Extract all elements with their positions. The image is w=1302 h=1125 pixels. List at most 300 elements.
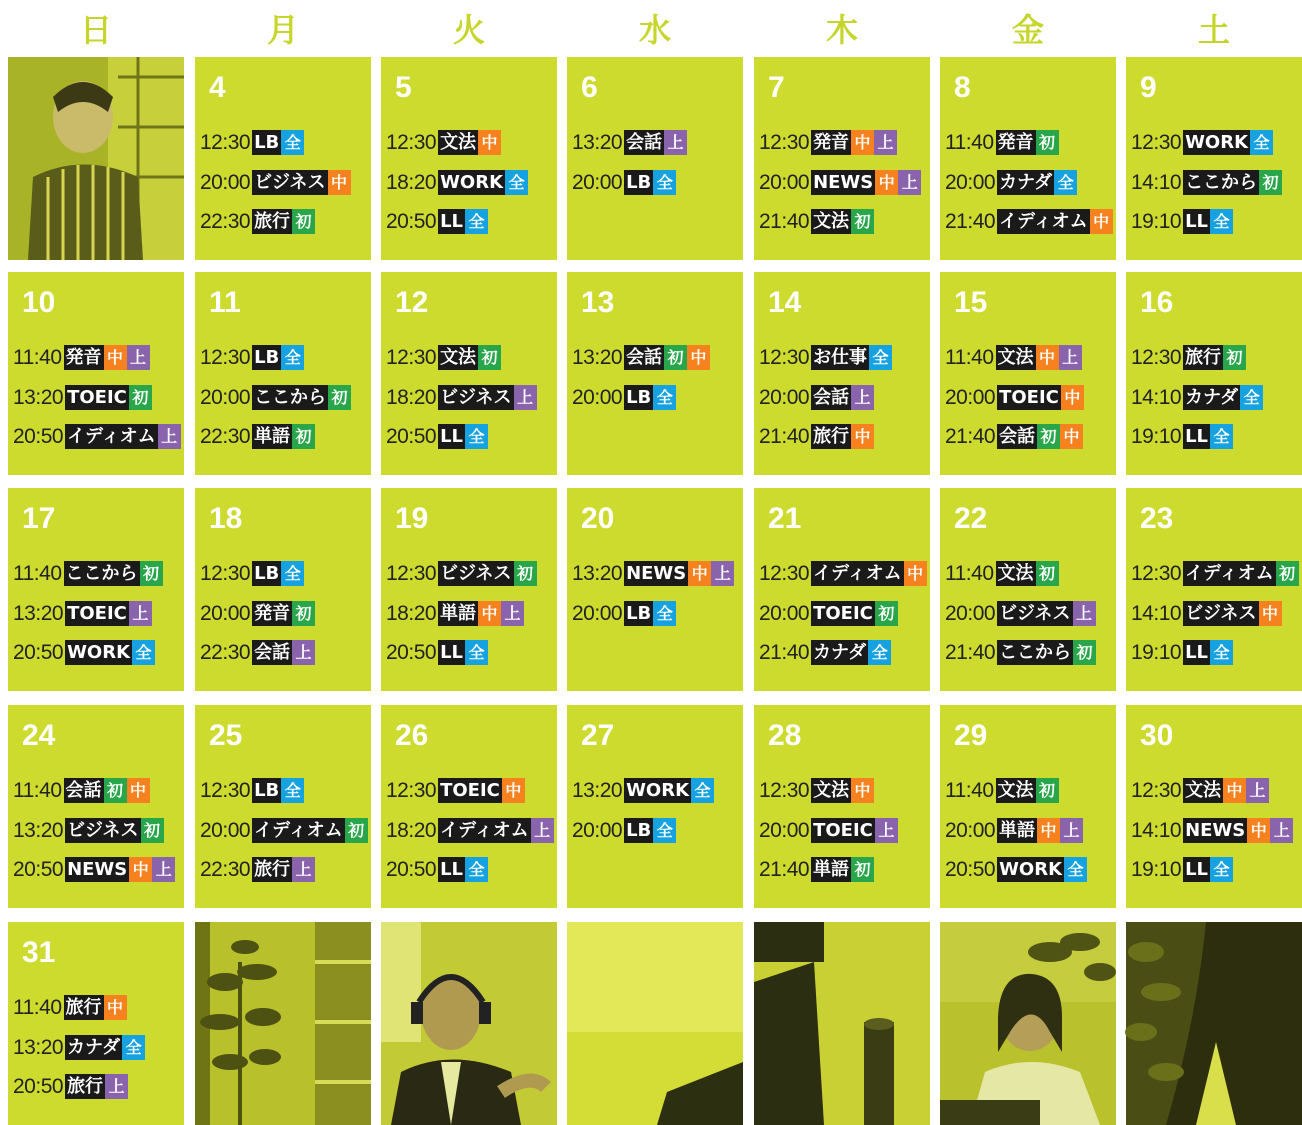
level-badge: 初	[1036, 130, 1059, 155]
lesson-entry[interactable]	[572, 600, 676, 627]
day-number: 29	[954, 719, 988, 752]
lesson-entry[interactable]	[945, 384, 1084, 411]
lesson-entry[interactable]	[572, 169, 676, 196]
calendar-day-cell[interactable]	[1126, 272, 1302, 475]
lesson-time: 20:00	[945, 818, 996, 842]
lesson-entry[interactable]	[759, 817, 898, 844]
lesson-name: ビジネス	[67, 820, 139, 841]
lesson-time: 20:50	[386, 640, 437, 664]
lesson-time: 20:00	[759, 170, 810, 194]
lesson-entry[interactable]	[572, 560, 734, 587]
teacher-woman-photo	[940, 922, 1116, 1125]
lesson-name: LL	[440, 642, 464, 663]
lesson-entry[interactable]	[200, 600, 315, 627]
calendar-day-cell[interactable]	[381, 57, 557, 260]
level-badge: 上	[1270, 818, 1293, 843]
lesson-name: NEWS	[67, 859, 128, 880]
lesson-entry[interactable]	[1131, 344, 1246, 371]
lesson-name: ビジネス	[440, 387, 512, 408]
lesson-name: 単語	[999, 820, 1036, 841]
level-badge: 初	[141, 818, 164, 843]
lesson-entry[interactable]	[759, 208, 874, 235]
weekday-header: 木	[825, 11, 858, 49]
lesson-name: 単語	[254, 426, 291, 447]
level-badge: 初	[851, 857, 874, 882]
calendar-day-cell[interactable]	[195, 57, 371, 260]
lesson-name: 文法	[997, 563, 1034, 584]
lesson-entry[interactable]	[1131, 817, 1293, 844]
lesson-time: 19:10	[1131, 640, 1182, 664]
calendar-day-cell[interactable]	[567, 272, 743, 475]
lesson-entry[interactable]	[945, 856, 1087, 883]
lesson-entry[interactable]	[1131, 384, 1263, 411]
lesson-entry[interactable]	[572, 777, 714, 804]
lesson-time: 20:00	[759, 818, 810, 842]
level-badge: 中	[104, 995, 127, 1020]
lesson-name: 会話	[65, 780, 102, 801]
lesson-entry[interactable]	[200, 344, 304, 371]
lesson-entry[interactable]	[200, 169, 351, 196]
lesson-name: 文法	[997, 780, 1034, 801]
lesson-name: LL	[1185, 859, 1209, 880]
lesson-entry[interactable]	[759, 344, 892, 371]
lesson-entry[interactable]	[945, 777, 1059, 804]
lesson-name: 会話	[813, 387, 850, 408]
lesson-entry[interactable]	[13, 423, 181, 450]
calendar-day-cell[interactable]	[754, 488, 930, 691]
day-number: 26	[395, 719, 429, 752]
lesson-entry[interactable]	[386, 208, 488, 235]
level-badge: 上	[875, 818, 898, 843]
lesson-entry[interactable]	[13, 1034, 145, 1061]
calendar-day-cell[interactable]	[1126, 57, 1302, 260]
level-badge: 中	[851, 424, 874, 449]
lesson-entry[interactable]	[759, 600, 898, 627]
lesson-name: LL	[440, 426, 464, 447]
level-badge: 上	[874, 130, 897, 155]
lesson-entry[interactable]	[759, 777, 874, 804]
lesson-name: TOEIC	[67, 603, 127, 624]
lesson-time: 13:20	[13, 1035, 64, 1059]
lesson-name: 発音	[65, 347, 102, 368]
lesson-name: 単語	[440, 603, 477, 624]
calendar-day-cell[interactable]	[8, 272, 184, 475]
lesson-time: 11:40	[13, 561, 62, 585]
day-number: 19	[395, 502, 429, 535]
lesson-time: 20:00	[200, 385, 251, 409]
lesson-name: ビジネス	[254, 172, 326, 193]
lesson-name: お仕事	[813, 347, 868, 368]
lesson-time: 11:40	[13, 778, 62, 802]
lesson-entry[interactable]	[13, 600, 152, 627]
day-number: 14	[768, 286, 802, 319]
level-badge: 中	[129, 857, 152, 882]
lesson-time: 22:30	[200, 209, 251, 233]
calendar-day-cell[interactable]	[567, 57, 743, 260]
lesson-entry[interactable]	[759, 129, 897, 156]
lesson-time: 20:50	[13, 640, 64, 664]
lesson-entry[interactable]	[759, 639, 891, 666]
day-number: 13	[581, 286, 615, 319]
lesson-name: 文法	[440, 132, 477, 153]
lesson-time: 20:00	[572, 601, 623, 625]
photo-image	[1126, 922, 1302, 1125]
level-badge: 上	[664, 130, 687, 155]
lesson-entry[interactable]	[945, 208, 1113, 235]
level-badge: 初	[851, 209, 874, 234]
lesson-name: 会話	[999, 426, 1036, 447]
day-number: 16	[1140, 286, 1174, 319]
calendar-day-cell[interactable]	[940, 488, 1116, 691]
level-badge: 上	[152, 857, 175, 882]
lesson-entry[interactable]	[945, 423, 1083, 450]
calendar-day-cell[interactable]	[754, 57, 930, 260]
lesson-time: 20:00	[572, 818, 623, 842]
lesson-time: 20:00	[759, 385, 810, 409]
lesson-entry[interactable]	[1131, 560, 1299, 587]
lesson-entry[interactable]	[13, 777, 150, 804]
level-badge: 全	[132, 640, 155, 665]
lesson-entry[interactable]	[386, 639, 488, 666]
lesson-time: 14:10	[1131, 170, 1182, 194]
level-badge: 上	[898, 170, 921, 195]
lesson-entry[interactable]	[386, 777, 525, 804]
day-number: 21	[768, 502, 802, 535]
lesson-name: 発音	[813, 132, 850, 153]
lesson-entry[interactable]	[386, 129, 501, 156]
lesson-time: 20:00	[200, 818, 251, 842]
lesson-time: 14:10	[1131, 818, 1182, 842]
lesson-name: 旅行	[254, 859, 291, 880]
lesson-time: 12:30	[386, 561, 437, 585]
lesson-entry[interactable]	[572, 817, 676, 844]
level-badge: 上	[292, 640, 315, 665]
level-badge: 全	[281, 130, 304, 155]
photo-image	[754, 922, 930, 1125]
level-badge: 上	[105, 1074, 128, 1099]
photo-image	[567, 922, 743, 1125]
lesson-time: 12:30	[759, 130, 810, 154]
lesson-time: 21:40	[759, 424, 810, 448]
level-badge: 上	[292, 857, 315, 882]
photo-image	[195, 922, 371, 1125]
lesson-entry[interactable]	[200, 560, 304, 587]
calendar-day-cell[interactable]	[940, 705, 1116, 908]
lesson-time: 20:00	[572, 385, 623, 409]
lesson-entry[interactable]	[13, 344, 150, 371]
day-number: 25	[209, 719, 243, 752]
lesson-entry[interactable]	[1131, 208, 1233, 235]
calendar-day-cell[interactable]	[1126, 705, 1302, 908]
level-badge: 全	[1250, 130, 1273, 155]
lesson-name: 文法	[813, 780, 850, 801]
lesson-name: WORK	[626, 780, 690, 801]
lesson-entry[interactable]	[200, 777, 304, 804]
level-badge: 中	[1090, 209, 1113, 234]
lesson-name: 会話	[626, 132, 663, 153]
lesson-entry[interactable]	[386, 344, 501, 371]
lesson-time: 11:40	[945, 778, 994, 802]
level-badge: 中	[904, 561, 927, 586]
level-badge: 全	[465, 857, 488, 882]
lesson-entry[interactable]	[945, 600, 1096, 627]
level-badge: 中	[104, 345, 127, 370]
lesson-entry[interactable]	[1131, 600, 1282, 627]
lesson-entry[interactable]	[945, 639, 1096, 666]
day-number: 18	[209, 502, 243, 535]
calendar-day-cell[interactable]	[754, 272, 930, 475]
lesson-entry[interactable]	[759, 856, 874, 883]
lesson-name: カナダ	[813, 642, 867, 663]
level-badge: 初	[104, 778, 127, 803]
lesson-time: 13:20	[13, 818, 64, 842]
lesson-entry[interactable]	[945, 169, 1077, 196]
level-badge: 上	[127, 345, 150, 370]
weekday-header: 火	[452, 11, 485, 49]
lesson-entry[interactable]	[945, 344, 1082, 371]
lesson-time: 12:30	[759, 778, 810, 802]
lesson-entry[interactable]	[13, 1073, 128, 1100]
lesson-time: 12:30	[1131, 345, 1182, 369]
lesson-time: 20:50	[945, 857, 996, 881]
level-badge: 全	[1210, 857, 1233, 882]
level-badge: 全	[1240, 385, 1263, 410]
lesson-entry[interactable]	[386, 169, 528, 196]
lesson-name: ビジネス	[440, 563, 512, 584]
lesson-time: 19:10	[1131, 209, 1182, 233]
lesson-entry[interactable]	[1131, 169, 1282, 196]
weekday-header: 土	[1197, 11, 1230, 49]
level-badge: 全	[1064, 857, 1087, 882]
lesson-entry[interactable]	[13, 856, 175, 883]
level-badge: 初	[875, 601, 898, 626]
calendar-day-cell[interactable]	[195, 272, 371, 475]
plant-shelf-photo	[195, 922, 371, 1125]
lesson-entry[interactable]	[1131, 129, 1273, 156]
level-badge: 中	[1247, 818, 1270, 843]
lesson-entry[interactable]	[945, 817, 1083, 844]
level-badge: 全	[653, 170, 676, 195]
lesson-time: 12:30	[386, 130, 437, 154]
lesson-time: 22:30	[200, 857, 251, 881]
level-badge: 中	[1037, 818, 1060, 843]
lesson-entry[interactable]	[759, 169, 921, 196]
lesson-entry[interactable]	[13, 817, 164, 844]
lesson-entry[interactable]	[759, 560, 927, 587]
lesson-entry[interactable]	[572, 344, 710, 371]
lesson-entry[interactable]	[1131, 639, 1233, 666]
level-badge: 上	[1073, 601, 1096, 626]
level-badge: 全	[465, 640, 488, 665]
lesson-entry[interactable]	[200, 129, 304, 156]
lesson-entry[interactable]	[13, 639, 155, 666]
lesson-time: 11:40	[945, 561, 994, 585]
lesson-time: 14:10	[1131, 385, 1182, 409]
lesson-entry[interactable]	[572, 384, 676, 411]
level-badge: 中	[875, 170, 898, 195]
level-badge: 初	[1073, 640, 1096, 665]
lesson-time: 22:30	[200, 640, 251, 664]
lesson-entry[interactable]	[13, 560, 163, 587]
lesson-entry[interactable]	[1131, 856, 1233, 883]
level-badge: 中	[328, 170, 351, 195]
lesson-name: LB	[254, 563, 280, 584]
day-number: 11	[209, 286, 241, 319]
lesson-name: WORK	[67, 642, 131, 663]
lesson-name: LB	[626, 603, 652, 624]
level-badge: 初	[1037, 424, 1060, 449]
lesson-name: 旅行	[65, 997, 102, 1018]
level-badge: 初	[129, 385, 152, 410]
lesson-time: 20:00	[945, 601, 996, 625]
level-badge: 中	[1223, 778, 1246, 803]
calendar-day-cell[interactable]	[381, 488, 557, 691]
lesson-time: 19:10	[1131, 424, 1182, 448]
lesson-entry[interactable]	[200, 208, 315, 235]
calendar-day-cell[interactable]	[8, 705, 184, 908]
level-badge: 上	[129, 601, 152, 626]
lesson-time: 21:40	[945, 209, 996, 233]
lesson-entry[interactable]	[572, 129, 687, 156]
lesson-name: TOEIC	[813, 820, 873, 841]
lesson-name: LB	[254, 780, 280, 801]
level-badge: 初	[140, 561, 163, 586]
calendar-day-cell[interactable]	[8, 488, 184, 691]
lesson-name: LL	[1185, 642, 1209, 663]
level-badge: 上	[501, 601, 524, 626]
lesson-entry[interactable]	[759, 423, 874, 450]
level-badge: 中	[1036, 345, 1059, 370]
day-number: 9	[1140, 71, 1157, 104]
photo-image	[8, 57, 184, 260]
lesson-name: カナダ	[67, 1037, 121, 1058]
lesson-time: 22:30	[200, 424, 251, 448]
lesson-name: 旅行	[1185, 347, 1222, 368]
lesson-time: 20:50	[386, 209, 437, 233]
day-number: 15	[954, 286, 988, 319]
lesson-entry[interactable]	[945, 560, 1059, 587]
calendar-day-cell[interactable]	[567, 705, 743, 908]
calendar-day-cell[interactable]	[754, 705, 930, 908]
lesson-entry[interactable]	[386, 423, 488, 450]
calendar-day-cell[interactable]	[1126, 488, 1302, 691]
day-number: 4	[209, 71, 226, 104]
lesson-name: カナダ	[999, 172, 1053, 193]
lesson-name: LL	[1185, 426, 1209, 447]
lesson-time: 12:30	[1131, 561, 1182, 585]
weekday-header: 水	[638, 11, 671, 49]
level-badge: 全	[653, 601, 676, 626]
level-badge: 中	[478, 601, 501, 626]
weekday-header: 日	[79, 11, 112, 49]
lesson-entry[interactable]	[200, 423, 315, 450]
lesson-name: NEWS	[813, 172, 874, 193]
level-badge: 全	[868, 640, 891, 665]
lesson-time: 13:20	[572, 561, 623, 585]
level-badge: 全	[1210, 640, 1233, 665]
day-number: 6	[581, 71, 598, 104]
level-badge: 全	[653, 818, 676, 843]
lesson-entry[interactable]	[1131, 423, 1233, 450]
calendar-day-cell[interactable]	[567, 488, 743, 691]
lesson-name: 旅行	[813, 426, 850, 447]
lesson-time: 20:50	[13, 1074, 64, 1098]
lesson-entry[interactable]	[200, 817, 368, 844]
level-badge: 全	[465, 209, 488, 234]
lesson-entry[interactable]	[1131, 777, 1269, 804]
lesson-name: 文法	[997, 347, 1034, 368]
lesson-name: ビジネス	[1185, 603, 1257, 624]
lesson-time: 20:50	[386, 857, 437, 881]
calendar-day-cell[interactable]	[8, 922, 184, 1125]
lesson-time: 13:20	[13, 601, 64, 625]
level-badge: 上	[531, 818, 554, 843]
lesson-name: ここから	[999, 642, 1072, 663]
monitor-photo	[754, 922, 930, 1125]
lesson-entry[interactable]	[945, 129, 1059, 156]
calendar-day-cell[interactable]	[195, 705, 371, 908]
lesson-name: カナダ	[1185, 387, 1239, 408]
lesson-entry[interactable]	[386, 856, 488, 883]
lesson-name: 会話	[254, 642, 291, 663]
lesson-entry[interactable]	[386, 817, 554, 844]
calendar-day-cell[interactable]	[381, 272, 557, 475]
lesson-name: NEWS	[1185, 820, 1246, 841]
lesson-entry[interactable]	[759, 384, 874, 411]
lesson-time: 12:30	[200, 561, 251, 585]
level-badge: 全	[653, 385, 676, 410]
lesson-entry[interactable]	[386, 600, 524, 627]
day-number: 10	[22, 286, 56, 319]
lesson-name: 文法	[813, 211, 850, 232]
lesson-entry[interactable]	[386, 560, 537, 587]
calendar-day-cell[interactable]	[940, 272, 1116, 475]
teacher-headset-photo	[381, 922, 557, 1125]
lesson-time: 14:10	[1131, 601, 1182, 625]
lesson-name: ビジネス	[999, 603, 1071, 624]
lesson-name: LL	[440, 859, 464, 880]
photo-image	[940, 922, 1116, 1125]
level-badge: 全	[869, 345, 892, 370]
calendar-day-cell[interactable]	[195, 488, 371, 691]
lesson-entry[interactable]	[13, 994, 127, 1021]
lesson-time: 21:40	[945, 424, 996, 448]
lesson-time: 12:30	[200, 130, 251, 154]
level-badge: 中	[1060, 424, 1083, 449]
day-number: 28	[768, 719, 802, 752]
lesson-time: 20:50	[13, 857, 64, 881]
level-badge: 上	[1060, 818, 1083, 843]
level-badge: 初	[345, 818, 368, 843]
lesson-entry[interactable]	[200, 856, 315, 883]
day-number: 30	[1140, 719, 1174, 752]
level-badge: 初	[478, 345, 501, 370]
lesson-time: 20:00	[945, 170, 996, 194]
lesson-time: 12:30	[1131, 778, 1182, 802]
calendar-day-cell[interactable]	[381, 705, 557, 908]
lesson-entry[interactable]	[13, 384, 152, 411]
calendar-day-cell[interactable]	[940, 57, 1116, 260]
lesson-entry[interactable]	[386, 384, 537, 411]
level-badge: 中	[851, 130, 874, 155]
level-badge: 全	[281, 778, 304, 803]
lesson-entry[interactable]	[200, 384, 351, 411]
lesson-name: 文法	[440, 347, 477, 368]
lesson-time: 20:00	[200, 170, 251, 194]
lesson-name: LB	[626, 820, 652, 841]
level-badge: 全	[281, 561, 304, 586]
lesson-entry[interactable]	[200, 639, 315, 666]
